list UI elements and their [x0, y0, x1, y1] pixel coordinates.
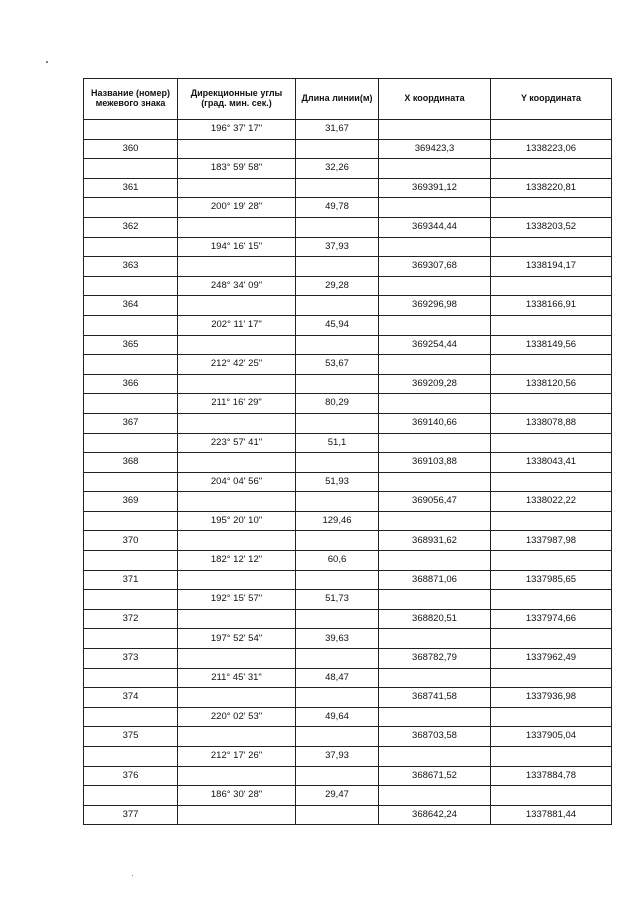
- x-coordinate-cell: [379, 198, 491, 218]
- direction-angle-cell: 211° 16' 29": [178, 394, 296, 414]
- line-length-cell: 29,28: [296, 276, 379, 296]
- table-row: [84, 590, 612, 610]
- direction-angle-cell: [178, 649, 296, 669]
- x-coordinate-cell: 369391,12: [379, 178, 491, 198]
- line-length-cell: [296, 766, 379, 786]
- direction-angle-cell: [178, 453, 296, 473]
- header-x-coordinate: X координата: [379, 79, 491, 120]
- marker-name-cell: [84, 551, 178, 571]
- x-coordinate-cell: 369103,88: [379, 453, 491, 473]
- y-coordinate-cell: 1338194,17: [491, 257, 612, 277]
- direction-angle-cell: [178, 335, 296, 355]
- direction-angle-cell: [178, 609, 296, 629]
- x-coordinate-cell: [379, 786, 491, 806]
- marker-name-cell: [84, 668, 178, 688]
- y-coordinate-cell: [491, 120, 612, 140]
- direction-angle-cell: 186° 30' 28": [178, 786, 296, 806]
- line-length-cell: 32,26: [296, 159, 379, 179]
- direction-angle-cell: [178, 492, 296, 512]
- direction-angle-cell: [178, 727, 296, 747]
- x-coordinate-cell: 369140,66: [379, 413, 491, 433]
- y-coordinate-cell: 1337936,98: [491, 688, 612, 708]
- line-length-cell: [296, 413, 379, 433]
- table-row: [84, 805, 612, 825]
- direction-angle-cell: 212° 17' 26": [178, 747, 296, 767]
- x-coordinate-cell: [379, 629, 491, 649]
- y-coordinate-cell: 1337974,66: [491, 609, 612, 629]
- marker-name-cell: [84, 198, 178, 218]
- marker-name-cell: [84, 394, 178, 414]
- marker-name-cell: 370: [84, 531, 178, 551]
- x-coordinate-cell: [379, 394, 491, 414]
- table-row: [84, 257, 612, 277]
- direction-angle-cell: 212° 42' 25": [178, 355, 296, 375]
- direction-angle-cell: 220° 02' 53": [178, 707, 296, 727]
- table-header-row: [84, 79, 612, 120]
- marker-name-cell: 368: [84, 453, 178, 473]
- x-coordinate-cell: [379, 747, 491, 767]
- table-row: [84, 198, 612, 218]
- table-row: [84, 374, 612, 394]
- table-row: [84, 668, 612, 688]
- marker-name-cell: [84, 472, 178, 492]
- x-coordinate-cell: 368703,58: [379, 727, 491, 747]
- direction-angle-cell: 200° 19' 28": [178, 198, 296, 218]
- line-length-cell: 51,93: [296, 472, 379, 492]
- x-coordinate-cell: [379, 120, 491, 140]
- line-length-cell: [296, 649, 379, 669]
- x-coordinate-cell: [379, 159, 491, 179]
- marker-name-cell: 376: [84, 766, 178, 786]
- marker-name-cell: [84, 433, 178, 453]
- direction-angle-cell: [178, 570, 296, 590]
- table-row: [84, 649, 612, 669]
- table-row: [84, 296, 612, 316]
- line-length-cell: 31,67: [296, 120, 379, 140]
- direction-angle-cell: [178, 296, 296, 316]
- y-coordinate-cell: [491, 394, 612, 414]
- direction-angle-cell: 202° 11' 17": [178, 315, 296, 335]
- x-coordinate-cell: [379, 668, 491, 688]
- table-row: [84, 570, 612, 590]
- y-coordinate-cell: [491, 355, 612, 375]
- direction-angle-cell: [178, 374, 296, 394]
- direction-angle-cell: [178, 766, 296, 786]
- x-coordinate-cell: 369254,44: [379, 335, 491, 355]
- line-length-cell: [296, 374, 379, 394]
- y-coordinate-cell: [491, 786, 612, 806]
- line-length-cell: [296, 453, 379, 473]
- line-length-cell: 37,93: [296, 747, 379, 767]
- y-coordinate-cell: 1338223,06: [491, 139, 612, 159]
- line-length-cell: 37,93: [296, 237, 379, 257]
- line-length-cell: 51,1: [296, 433, 379, 453]
- y-coordinate-cell: [491, 159, 612, 179]
- x-coordinate-cell: 369307,68: [379, 257, 491, 277]
- marker-name-cell: [84, 355, 178, 375]
- scan-speck: [132, 875, 133, 876]
- header-marker-name: Название (номер) межевого знака: [84, 79, 178, 120]
- line-length-cell: 49,64: [296, 707, 379, 727]
- marker-name-cell: [84, 629, 178, 649]
- x-coordinate-cell: [379, 707, 491, 727]
- y-coordinate-cell: 1338078,88: [491, 413, 612, 433]
- direction-angle-cell: [178, 805, 296, 825]
- x-coordinate-cell: [379, 590, 491, 610]
- y-coordinate-cell: [491, 237, 612, 257]
- direction-angle-cell: 204° 04' 56": [178, 472, 296, 492]
- x-coordinate-cell: 369296,98: [379, 296, 491, 316]
- table-row: [84, 727, 612, 747]
- direction-angle-cell: [178, 531, 296, 551]
- line-length-cell: [296, 609, 379, 629]
- header-y-coordinate: Y координата: [491, 79, 612, 120]
- boundary-coordinates-table: [83, 78, 612, 825]
- line-length-cell: [296, 296, 379, 316]
- marker-name-cell: [84, 707, 178, 727]
- direction-angle-cell: [178, 688, 296, 708]
- direction-angle-cell: [178, 413, 296, 433]
- line-length-cell: 48,47: [296, 668, 379, 688]
- marker-name-cell: 369: [84, 492, 178, 512]
- x-coordinate-cell: [379, 237, 491, 257]
- y-coordinate-cell: [491, 511, 612, 531]
- table-row: [84, 688, 612, 708]
- marker-name-cell: 362: [84, 217, 178, 237]
- line-length-cell: [296, 570, 379, 590]
- marker-name-cell: [84, 315, 178, 335]
- marker-name-cell: 363: [84, 257, 178, 277]
- marker-name-cell: [84, 120, 178, 140]
- marker-name-cell: [84, 159, 178, 179]
- line-length-cell: [296, 257, 379, 277]
- line-length-cell: 53,67: [296, 355, 379, 375]
- line-length-cell: 49,78: [296, 198, 379, 218]
- scan-speck: [46, 61, 48, 63]
- y-coordinate-cell: 1338203,52: [491, 217, 612, 237]
- line-length-cell: [296, 217, 379, 237]
- x-coordinate-cell: [379, 315, 491, 335]
- marker-name-cell: 373: [84, 649, 178, 669]
- direction-angle-cell: [178, 257, 296, 277]
- table-row: [84, 413, 612, 433]
- y-coordinate-cell: 1337881,44: [491, 805, 612, 825]
- y-coordinate-cell: 1338043,41: [491, 453, 612, 473]
- table-row: [84, 315, 612, 335]
- x-coordinate-cell: [379, 472, 491, 492]
- y-coordinate-cell: [491, 707, 612, 727]
- table-row: [84, 531, 612, 551]
- x-coordinate-cell: [379, 276, 491, 296]
- direction-angle-cell: 183° 59' 58": [178, 159, 296, 179]
- marker-name-cell: 367: [84, 413, 178, 433]
- line-length-cell: [296, 805, 379, 825]
- line-length-cell: [296, 139, 379, 159]
- y-coordinate-cell: 1337905,04: [491, 727, 612, 747]
- marker-name-cell: 371: [84, 570, 178, 590]
- marker-name-cell: 364: [84, 296, 178, 316]
- y-coordinate-cell: 1338149,56: [491, 335, 612, 355]
- table-row: [84, 139, 612, 159]
- direction-angle-cell: 182° 12' 12": [178, 551, 296, 571]
- table-row: [84, 355, 612, 375]
- direction-angle-cell: 248° 34' 09": [178, 276, 296, 296]
- y-coordinate-cell: [491, 668, 612, 688]
- table-row: [84, 237, 612, 257]
- direction-angle-cell: [178, 217, 296, 237]
- marker-name-cell: 361: [84, 178, 178, 198]
- direction-angle-cell: 195° 20' 10": [178, 511, 296, 531]
- table-row: [84, 394, 612, 414]
- marker-name-cell: [84, 747, 178, 767]
- x-coordinate-cell: [379, 355, 491, 375]
- y-coordinate-cell: [491, 276, 612, 296]
- marker-name-cell: [84, 276, 178, 296]
- y-coordinate-cell: 1338220,81: [491, 178, 612, 198]
- direction-angle-cell: 194° 16' 15": [178, 237, 296, 257]
- marker-name-cell: [84, 237, 178, 257]
- marker-name-cell: 375: [84, 727, 178, 747]
- x-coordinate-cell: [379, 433, 491, 453]
- y-coordinate-cell: 1338166,91: [491, 296, 612, 316]
- direction-angle-cell: 197° 52' 54": [178, 629, 296, 649]
- line-length-cell: [296, 688, 379, 708]
- direction-angle-cell: 192° 15' 57": [178, 590, 296, 610]
- table-row: [84, 747, 612, 767]
- y-coordinate-cell: [491, 747, 612, 767]
- marker-name-cell: 365: [84, 335, 178, 355]
- marker-name-cell: [84, 786, 178, 806]
- marker-name-cell: 360: [84, 139, 178, 159]
- y-coordinate-cell: 1338022,22: [491, 492, 612, 512]
- marker-name-cell: [84, 511, 178, 531]
- table-row: [84, 335, 612, 355]
- table-row: [84, 786, 612, 806]
- line-length-cell: [296, 492, 379, 512]
- y-coordinate-cell: 1337884,78: [491, 766, 612, 786]
- table-row: [84, 492, 612, 512]
- table-row: [84, 433, 612, 453]
- x-coordinate-cell: 369344,44: [379, 217, 491, 237]
- direction-angle-cell: 223° 57' 41": [178, 433, 296, 453]
- table-row: [84, 276, 612, 296]
- line-length-cell: 29,47: [296, 786, 379, 806]
- marker-name-cell: 377: [84, 805, 178, 825]
- x-coordinate-cell: 369209,28: [379, 374, 491, 394]
- table-row: [84, 511, 612, 531]
- x-coordinate-cell: 368642,24: [379, 805, 491, 825]
- table-row: [84, 766, 612, 786]
- y-coordinate-cell: [491, 472, 612, 492]
- table-row: [84, 159, 612, 179]
- y-coordinate-cell: 1338120,56: [491, 374, 612, 394]
- y-coordinate-cell: [491, 551, 612, 571]
- direction-angle-cell: [178, 178, 296, 198]
- table-body: [84, 120, 612, 825]
- x-coordinate-cell: 368871,06: [379, 570, 491, 590]
- marker-name-cell: 366: [84, 374, 178, 394]
- y-coordinate-cell: 1337962,49: [491, 649, 612, 669]
- x-coordinate-cell: 369423,3: [379, 139, 491, 159]
- x-coordinate-cell: 368820,51: [379, 609, 491, 629]
- x-coordinate-cell: 369056,47: [379, 492, 491, 512]
- x-coordinate-cell: 368782,79: [379, 649, 491, 669]
- header-direction-angle: Дирекционные углы (град. мин. сек.): [178, 79, 296, 120]
- x-coordinate-cell: 368741,58: [379, 688, 491, 708]
- x-coordinate-cell: [379, 551, 491, 571]
- table-row: [84, 472, 612, 492]
- table-row: [84, 178, 612, 198]
- table-row: [84, 609, 612, 629]
- line-length-cell: 129,46: [296, 511, 379, 531]
- y-coordinate-cell: [491, 198, 612, 218]
- direction-angle-cell: 211° 45' 31": [178, 668, 296, 688]
- y-coordinate-cell: [491, 315, 612, 335]
- x-coordinate-cell: [379, 511, 491, 531]
- marker-name-cell: 374: [84, 688, 178, 708]
- line-length-cell: 80,29: [296, 394, 379, 414]
- table-row: [84, 120, 612, 140]
- x-coordinate-cell: 368671,52: [379, 766, 491, 786]
- line-length-cell: [296, 727, 379, 747]
- line-length-cell: [296, 335, 379, 355]
- x-coordinate-cell: 368931,62: [379, 531, 491, 551]
- direction-angle-cell: [178, 139, 296, 159]
- y-coordinate-cell: 1337985,65: [491, 570, 612, 590]
- y-coordinate-cell: [491, 590, 612, 610]
- table-row: [84, 217, 612, 237]
- line-length-cell: 51,73: [296, 590, 379, 610]
- direction-angle-cell: 196° 37' 17": [178, 120, 296, 140]
- table-row: [84, 551, 612, 571]
- table-row: [84, 453, 612, 473]
- line-length-cell: [296, 178, 379, 198]
- line-length-cell: [296, 531, 379, 551]
- line-length-cell: 45,94: [296, 315, 379, 335]
- marker-name-cell: 372: [84, 609, 178, 629]
- marker-name-cell: [84, 590, 178, 610]
- line-length-cell: 39,63: [296, 629, 379, 649]
- header-line-length: Длина линии(м): [296, 79, 379, 120]
- table-row: [84, 629, 612, 649]
- y-coordinate-cell: [491, 629, 612, 649]
- line-length-cell: 60,6: [296, 551, 379, 571]
- y-coordinate-cell: [491, 433, 612, 453]
- y-coordinate-cell: 1337987,98: [491, 531, 612, 551]
- table-row: [84, 707, 612, 727]
